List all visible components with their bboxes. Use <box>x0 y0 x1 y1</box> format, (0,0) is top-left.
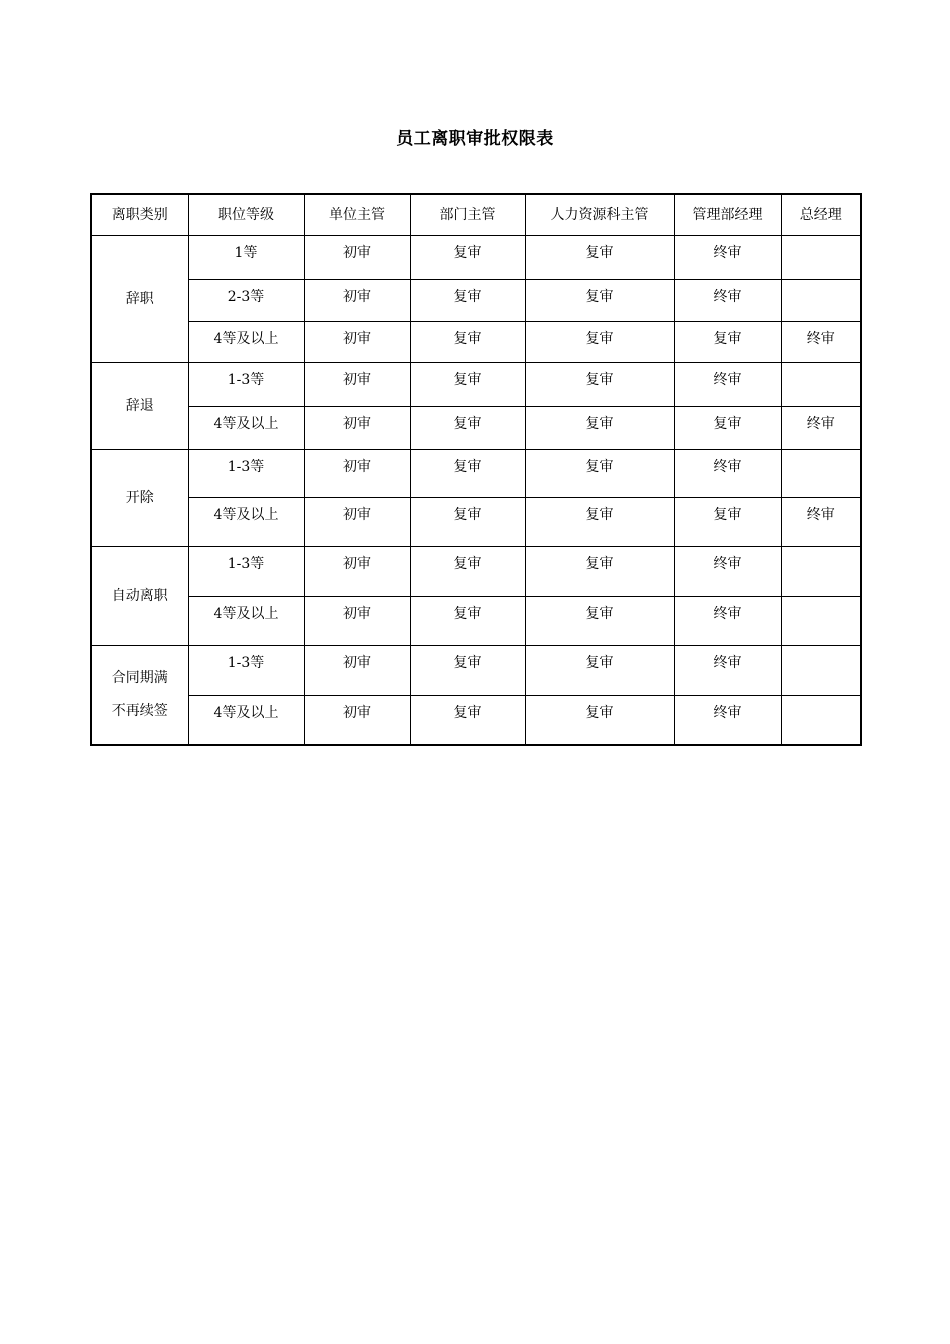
table-row <box>91 450 861 498</box>
hr-supervisor-cell: 复审 <box>525 646 674 696</box>
unit-supervisor-cell: 初审 <box>304 498 410 547</box>
category-cell-expulsion <box>91 450 188 547</box>
table-row <box>91 597 861 646</box>
hr-supervisor-cell: 复审 <box>525 450 674 498</box>
level-cell: 4等及以上 <box>188 597 304 646</box>
table-row <box>91 322 861 363</box>
dept-supervisor-cell: 复审 <box>410 646 525 696</box>
hr-supervisor-cell: 复审 <box>525 322 674 363</box>
dept-supervisor-cell: 复审 <box>410 280 525 322</box>
header-cell-unit-supervisor: 单位主管 <box>304 194 410 236</box>
dept-supervisor-cell: 复审 <box>410 363 525 407</box>
general-manager-cell <box>781 597 861 646</box>
dept-supervisor-cell: 复审 <box>410 322 525 363</box>
dept-supervisor-cell: 复审 <box>410 407 525 450</box>
general-manager-cell <box>781 450 861 498</box>
general-manager-cell <box>781 646 861 696</box>
mgmt-manager-cell: 终审 <box>674 597 781 646</box>
dept-supervisor-cell: 复审 <box>410 450 525 498</box>
table-row <box>91 280 861 322</box>
general-manager-cell: 终审 <box>781 498 861 547</box>
table-row <box>91 236 861 280</box>
unit-supervisor-cell: 初审 <box>304 280 410 322</box>
hr-supervisor-cell: 复审 <box>525 407 674 450</box>
dept-supervisor-cell: 复审 <box>410 236 525 280</box>
mgmt-manager-cell: 终审 <box>674 696 781 746</box>
level-cell: 1等 <box>188 236 304 280</box>
dept-supervisor-cell: 复审 <box>410 597 525 646</box>
mgmt-manager-cell: 复审 <box>674 322 781 363</box>
table-row <box>91 547 861 597</box>
unit-supervisor-cell: 初审 <box>304 646 410 696</box>
header-cell-level: 职位等级 <box>188 194 304 236</box>
page-title: 员工离职审批权限表 <box>396 129 554 149</box>
level-cell: 4等及以上 <box>188 407 304 450</box>
unit-supervisor-cell: 初审 <box>304 696 410 746</box>
unit-supervisor-cell: 初审 <box>304 236 410 280</box>
table-row <box>91 498 861 547</box>
header-cell-dept-supervisor: 部门主管 <box>410 194 525 236</box>
mgmt-manager-cell: 终审 <box>674 450 781 498</box>
general-manager-cell: 终审 <box>781 322 861 363</box>
header-cell-mgmt-manager: 管理部经理 <box>674 194 781 236</box>
category-cell-dismissal <box>91 363 188 450</box>
dept-supervisor-cell: 复审 <box>410 498 525 547</box>
general-manager-cell <box>781 363 861 407</box>
unit-supervisor-cell: 初审 <box>304 450 410 498</box>
level-cell: 4等及以上 <box>188 322 304 363</box>
general-manager-cell <box>781 236 861 280</box>
hr-supervisor-cell: 复审 <box>525 547 674 597</box>
unit-supervisor-cell: 初审 <box>304 407 410 450</box>
general-manager-cell <box>781 696 861 746</box>
table-row <box>91 363 861 407</box>
category-label: 开除 <box>125 489 154 506</box>
unit-supervisor-cell: 初审 <box>304 547 410 597</box>
approval-authority-table <box>90 193 862 746</box>
level-cell: 4等及以上 <box>188 498 304 547</box>
general-manager-cell <box>781 547 861 597</box>
dept-supervisor-cell: 复审 <box>410 696 525 746</box>
unit-supervisor-cell: 初审 <box>304 597 410 646</box>
unit-supervisor-cell: 初审 <box>304 363 410 407</box>
category-cell-contract-expiry <box>91 646 188 746</box>
category-label: 自动离职 <box>111 587 168 604</box>
general-manager-cell: 终审 <box>781 407 861 450</box>
hr-supervisor-cell: 复审 <box>525 236 674 280</box>
category-label: 辞职 <box>125 290 154 307</box>
hr-supervisor-cell: 复审 <box>525 597 674 646</box>
mgmt-manager-cell: 终审 <box>674 363 781 407</box>
dept-supervisor-cell: 复审 <box>410 547 525 597</box>
category-label-line-1: 合同期满 <box>111 670 168 686</box>
category-label-line-2: 不再续签 <box>111 703 168 719</box>
general-manager-cell <box>781 280 861 322</box>
table-row <box>91 407 861 450</box>
hr-supervisor-cell: 复审 <box>525 363 674 407</box>
mgmt-manager-cell: 终审 <box>674 547 781 597</box>
category-cell-self-departure <box>91 547 188 646</box>
level-cell: 1-3等 <box>188 547 304 597</box>
category-label: 辞退 <box>125 397 154 414</box>
hr-supervisor-cell: 复审 <box>525 280 674 322</box>
level-cell: 1-3等 <box>188 646 304 696</box>
mgmt-manager-cell: 复审 <box>674 498 781 547</box>
level-cell: 1-3等 <box>188 363 304 407</box>
mgmt-manager-cell: 复审 <box>674 407 781 450</box>
table-row <box>91 696 861 746</box>
header-row <box>91 194 861 236</box>
mgmt-manager-cell: 终审 <box>674 280 781 322</box>
hr-supervisor-cell: 复审 <box>525 498 674 547</box>
category-cell-resignation <box>91 236 188 363</box>
hr-supervisor-cell: 复审 <box>525 696 674 746</box>
header-cell-hr-supervisor: 人力资源科主管 <box>525 194 674 236</box>
mgmt-manager-cell: 终审 <box>674 646 781 696</box>
table-row <box>91 646 861 696</box>
unit-supervisor-cell: 初审 <box>304 322 410 363</box>
mgmt-manager-cell: 终审 <box>674 236 781 280</box>
header-cell-general-manager: 总经理 <box>781 194 861 236</box>
header-cell-category: 离职类别 <box>91 194 188 236</box>
level-cell: 4等及以上 <box>188 696 304 746</box>
level-cell: 2-3等 <box>188 280 304 322</box>
level-cell: 1-3等 <box>188 450 304 498</box>
